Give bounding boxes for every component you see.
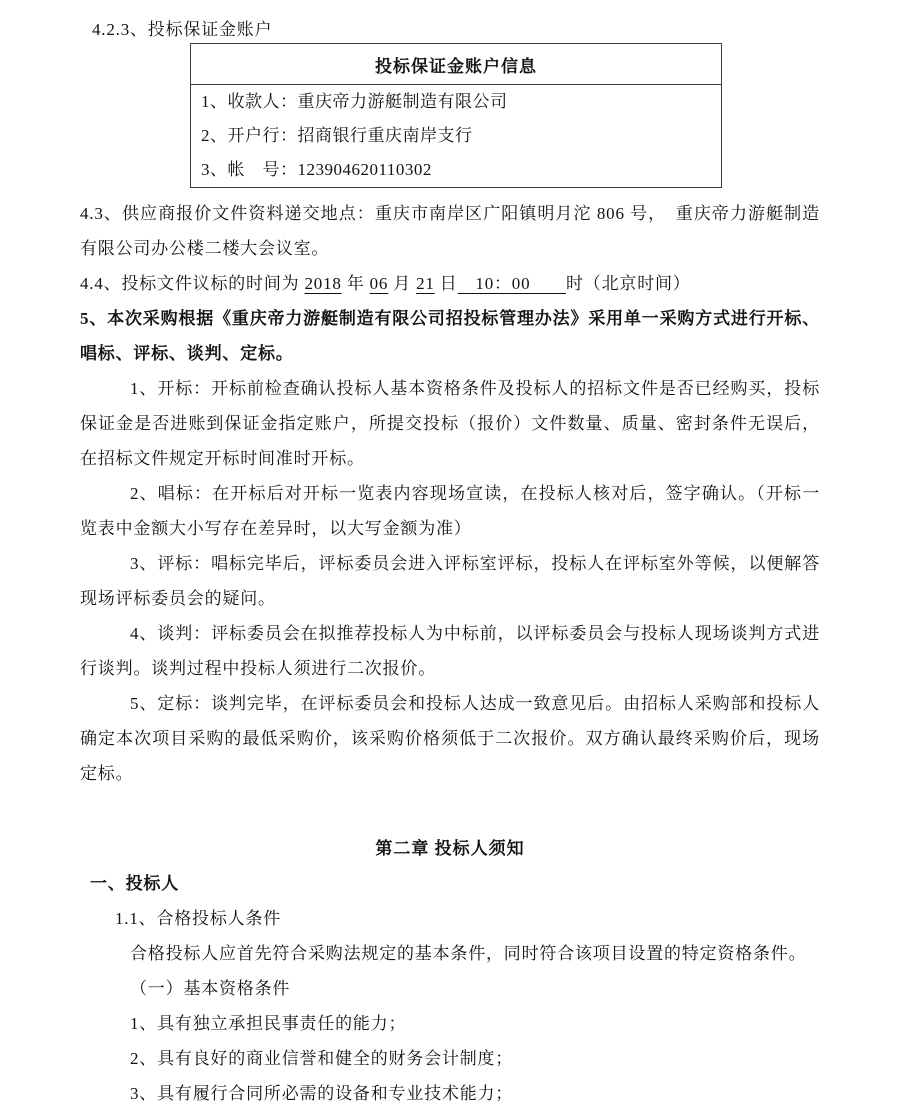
- procedure-item-award: 5、定标：谈判完毕，在评标委员会和投标人达成一致意见后。由招标人采购部和投标人确定本次项目采购的最低采购价，该采购价格须低于二次报价。双方确认最终采购价后，现场定标。: [80, 694, 820, 783]
- bid-time-prefix: 4.4、投标文件议标的时间为: [80, 274, 305, 293]
- deposit-table-body-row: [191, 85, 722, 188]
- basic-qualification-item-3: 3、具有履行合同所必需的设备和专业技术能力；: [130, 1084, 514, 1103]
- procedure-item-opening: 1、开标：开标前检查确认投标人基本资格条件及投标人的招标文件是否已经购买，投标保证金是否进账到保证金指定账户，所提交投标（报价）文件数量、质量、密封条件无误后，在招标文件规定开标时间准时开标。: [80, 379, 820, 468]
- section-4-3-paragraph: 4.3、供应商报价文件资料递交地点：重庆市南岸区广阳镇明月沱 806 号， 重庆帝力游艇制造有限公司办公楼二楼大会议室。: [80, 204, 820, 258]
- bid-time-value: 10：00: [457, 274, 566, 293]
- section-4-4-paragraph: [80, 266, 820, 301]
- bid-month-unit: 月: [388, 274, 417, 293]
- section-one-bidders-heading: 一、投标人: [90, 874, 179, 893]
- deposit-account-number-line: 3、帐 号：123904620110302: [201, 160, 432, 179]
- section-1-1-heading: 1.1、合格投标人条件: [115, 909, 282, 928]
- deposit-payee-line: 1、收款人：重庆帝力游艇制造有限公司: [201, 92, 508, 111]
- section-5-paragraph: 5、本次采购根据《重庆帝力游艇制造有限公司招投标管理办法》采用单一采购方式进行开标、唱标、评标、谈判、定标。: [80, 309, 820, 363]
- section-4-2-3-heading: 4.2.3、投标保证金账户: [92, 20, 273, 39]
- deposit-table-header: 投标保证金账户信息: [191, 44, 722, 85]
- bid-month-value: 06: [369, 274, 389, 293]
- procedure-item-announcing: 2、唱标：在开标后对开标一览表内容现场宣读，在投标人核对后，签字确认。（开标一览表中金额大小写存在差异时，以大写金额为准）: [80, 484, 820, 538]
- qualified-bidder-intro-paragraph: 合格投标人应首先符合采购法规定的基本条件，同时符合该项目设置的特定资格条件。: [130, 944, 807, 963]
- basic-qualification-item-1: 1、具有独立承担民事责任的能力；: [130, 1014, 407, 1033]
- basic-qualification-heading: （一）基本资格条件: [130, 979, 291, 998]
- basic-qualification-item-2: 2、具有良好的商业信誉和健全的财务会计制度；: [130, 1049, 514, 1068]
- deposit-table-body-cell: [191, 85, 722, 188]
- deposit-table-header-row: [191, 44, 722, 85]
- procedure-item-negotiation: 4、谈判：评标委员会在拟推荐投标人为中标前，以评标委员会与投标人现场谈判方式进行谈判。谈判过程中投标人须进行二次报价。: [80, 624, 820, 678]
- deposit-bank-line: 2、开户行：招商银行重庆南岸支行: [201, 126, 473, 145]
- bid-day-unit: 日: [434, 274, 458, 293]
- chapter-2-title: 第二章 投标人须知: [375, 839, 525, 858]
- deposit-account-table: [190, 43, 722, 188]
- bid-day-value: 21: [416, 274, 435, 293]
- bid-time-suffix: 时（北京时间）: [566, 274, 691, 293]
- procedure-item-evaluation: 3、评标：唱标完毕后，评标委员会进入评标室评标，投标人在评标室外等候，以便解答现场评标委员会的疑问。: [80, 554, 820, 608]
- bid-year-value: 2018: [304, 274, 342, 293]
- bid-year-unit: 年: [341, 274, 370, 293]
